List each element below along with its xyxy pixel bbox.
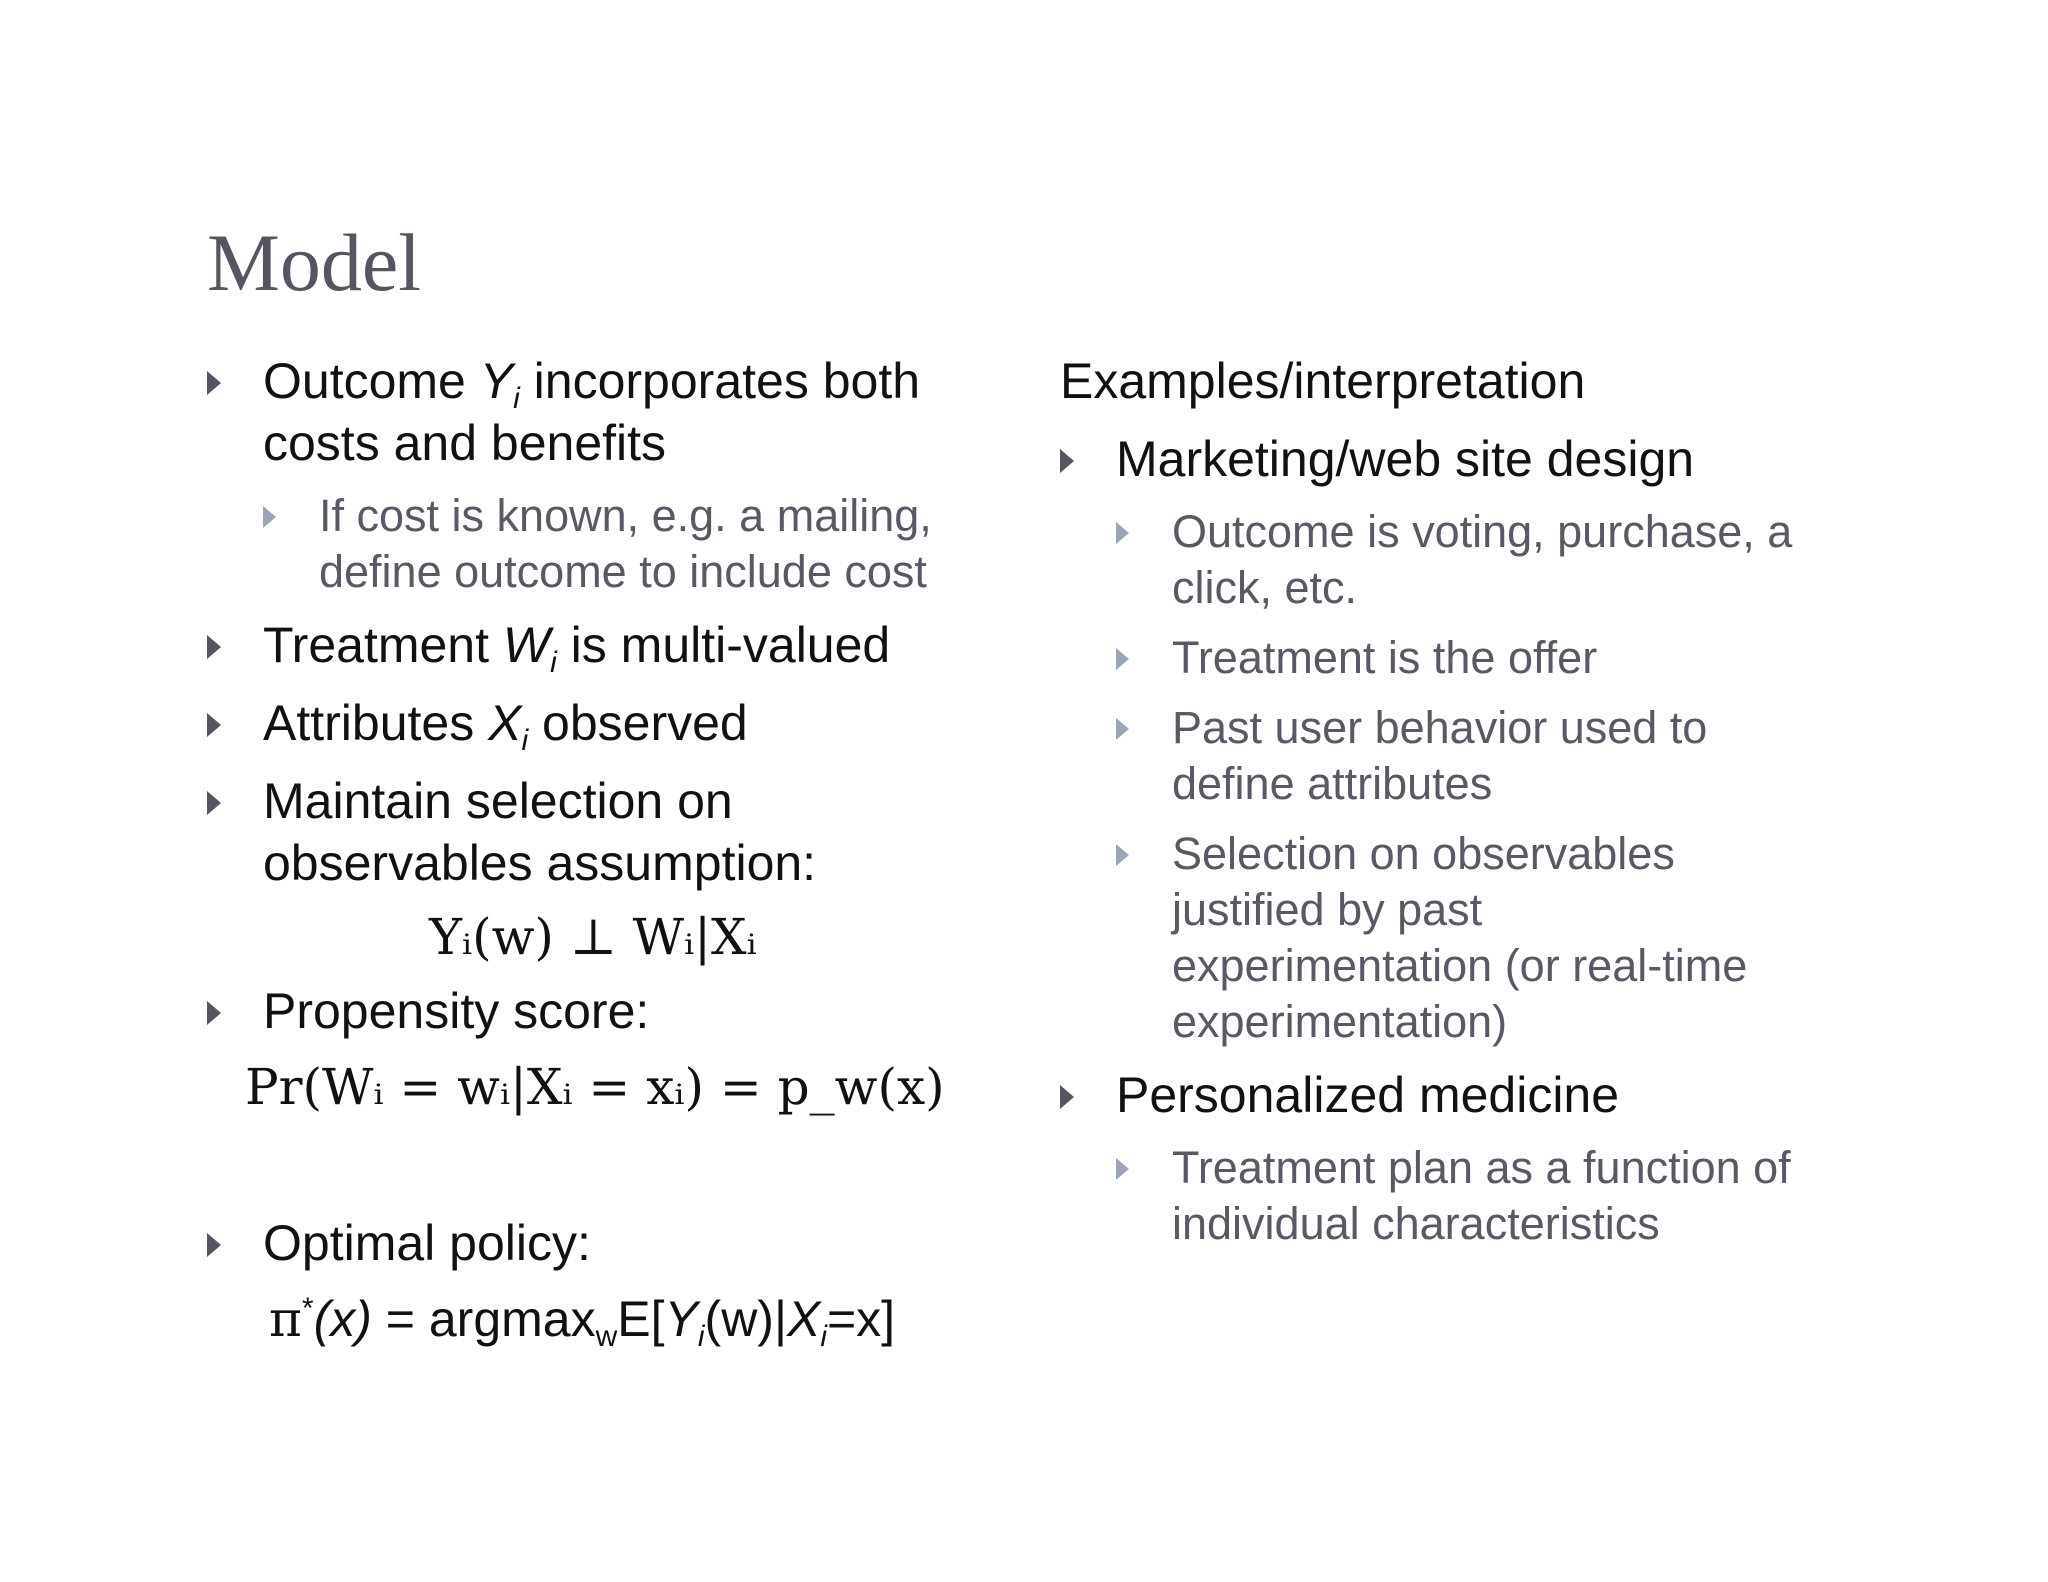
sub-bullet-arrow-icon [1116, 1158, 1129, 1180]
sub-bullet-arrow-icon [1116, 718, 1129, 740]
bullet-arrow-icon [1060, 449, 1074, 473]
sub-bullet-arrow-icon [263, 506, 276, 528]
bullet-arrow-icon [207, 635, 221, 659]
sub-bullet-arrow-icon [1116, 522, 1129, 544]
slide: Model Outcome $Y_i$ incorporates both costs and benefits If cost is known, e.g. a mailing, define outcome to include cost Treatment $W_i$ is multi-valued Attributes $X_i$ observed Maintain selection on observables assumption: Yᵢ(w) ⊥ Wᵢ|Xᵢ Propensity score: Pr(Wᵢ = wᵢ|Xᵢ = xᵢ) = p_w(x) Optimal policy: $\pi^*(x) = argmax_wE[Y_i(w)|X_i=x]$ Examples/interpretation Marketing/web site design Outcome is voting, purchase, a click, etc. Treatment is the offer Past user behavior used to define attributes Selection on observables justified by past experimentation (or real-time experimentation) Personalized medicine Treatment plan as a function of individual characteristics [207, 217, 1793, 1353]
sub-bullet-arrow-icon [1116, 844, 1129, 866]
equation-propensity: Pr(Wᵢ = wᵢ|Xᵢ = xᵢ) = p_w(x) [245, 1058, 945, 1116]
examples-heading: Examples/interpretation [1060, 353, 1586, 409]
equation-unconfoundedness: Yᵢ(w) ⊥ Wᵢ|Xᵢ [429, 908, 757, 966]
bullet-arrow-icon [1060, 1085, 1074, 1109]
bullet-arrow-icon [207, 371, 221, 395]
sub-bullet-arrow-icon [1116, 648, 1129, 670]
slide-title: Model [207, 217, 422, 308]
bullet-arrow-icon [207, 1001, 221, 1025]
bullet-arrow-icon [207, 1233, 221, 1257]
bullet-arrow-icon [207, 791, 221, 815]
bullet-arrow-icon [207, 713, 221, 737]
equation-optimal-policy: $\pi^*(x) = argmax_wE[Y_i(w)|X_i=x]$ [269, 1290, 896, 1353]
